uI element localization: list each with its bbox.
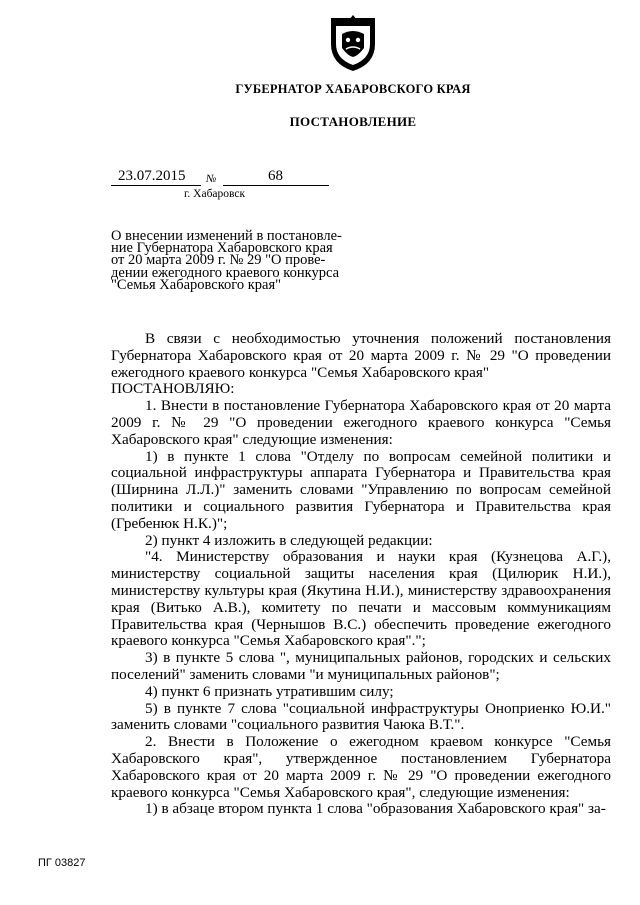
- coat-of-arms-icon: [327, 14, 379, 74]
- document-number: 68: [223, 168, 329, 186]
- body-paragraph: 3) в пункте 5 слова ", муниципальных районов, городских и сельских поселений" заменить словами "и муниципальных районов";: [111, 649, 611, 683]
- body-paragraph: 2. Внести в Положение о ежегодном краевом конкурсе "Семья Хабаровского края", утвержденное постановлением Губернатора Хабаровского края от 20 марта 2009 г. № 29 "О проведении ежегодного краевого конкурса "Семья Хабаровского края", следующие изменения:: [111, 733, 611, 801]
- issuing-authority: ГУБЕРНАТОР ХАБАРОВСКОГО КРАЯ: [235, 82, 471, 96]
- form-code: ПГ 03827: [38, 857, 86, 869]
- document-city: г. Хабаровск: [184, 188, 246, 200]
- subject-line: от 20 марта 2009 г. № 29 "О прове-: [111, 252, 326, 269]
- document-subject: [111, 230, 371, 291]
- body-paragraph: 1) в абзаце втором пункта 1 слова "образования Хабаровского края" за-: [145, 800, 606, 818]
- document-body: [111, 331, 611, 818]
- body-paragraph: В связи с необходимостью уточнения положений постановления Губернатора Хабаровского края от 20 марта 2009 г. № 29 "О проведении ежегодного краевого конкурса "Семья Хабаровского края": [111, 330, 611, 381]
- body-paragraph: 4) пункт 6 признать утратившим силу;: [145, 682, 394, 700]
- resolution-keyword: ПОСТАНОВЛЯЮ:: [111, 380, 235, 398]
- number-sign: №: [206, 173, 217, 185]
- body-paragraph: 5) в пункте 7 слова "социальной инфраструктуры Оноприенко Ю.И." заменить словами "социального развития Чаюка В.Т.".: [111, 699, 611, 734]
- subject-line: ние Губернатора Хабаровского края: [111, 240, 333, 257]
- body-paragraph: 2) пункт 4 изложить в следующей редакции:: [145, 531, 433, 549]
- body-paragraph: "4. Министерству образования и науки края (Кузнецова А.Г.), министерству социальной защиты населения края (Цилюрик Н.И.), министерству культуры края (Якутина Н.И.), министерству здравоохранения края (Витько А.В.), комитету по печати и массовым коммуникациям Правительства края (Чернышов В.С.) обеспечить проведение ежегодного краевого конкурса "Семья Хабаровского края".";: [111, 548, 611, 650]
- body-paragraph: 1. Внести в постановление Губернатора Хабаровского края от 20 марта 2009 г. № 29 "О проведении ежегодного краевого конкурса "Семья Хабаровского края" следующие изменения:: [111, 397, 611, 448]
- subject-line: "Семья Хабаровского края": [111, 276, 282, 293]
- subject-line: О внесении изменений в постановле-: [111, 228, 342, 244]
- document-date: 23.07.2015: [111, 168, 201, 186]
- body-paragraph: 1) в пункте 1 слова "Отделу по вопросам семейной политики и социальной инфраструктуры аппарата Губернатора и Правительства края (Ширнина Л.Л.)" заменить словами "Управлению по вопросам семейной политики и социального развития Губернатора и Правительства края (Гребенюк Н.К.)";: [111, 447, 611, 532]
- subject-line: дении ежегодного краевого конкурса: [111, 264, 340, 281]
- document-type: ПОСТАНОВЛЕНИЕ: [289, 114, 417, 129]
